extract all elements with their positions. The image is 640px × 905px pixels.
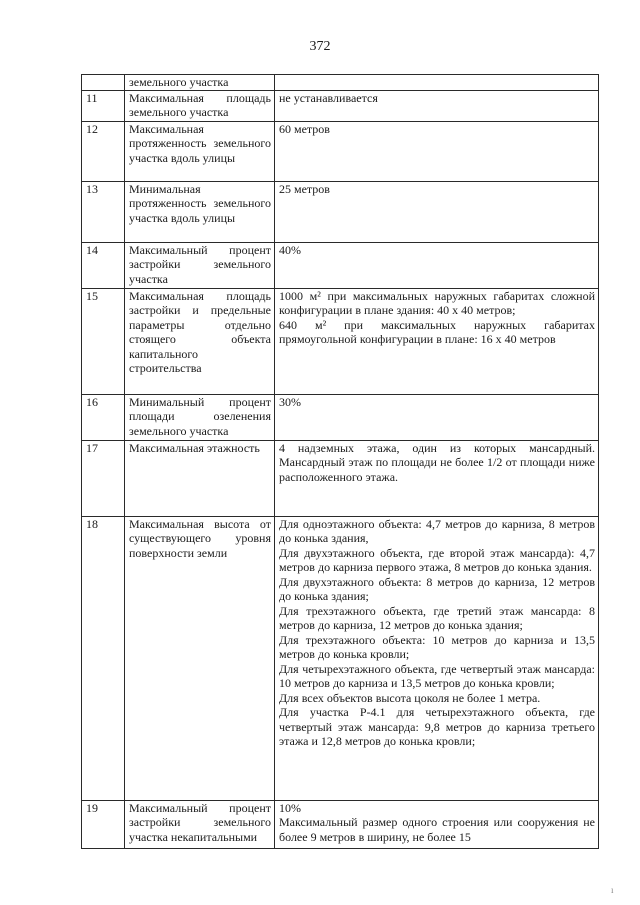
regulations-table xyxy=(81,74,599,849)
parameter-value xyxy=(275,242,599,288)
parameter-value xyxy=(275,440,599,516)
value-line: не устанавливается xyxy=(279,90,378,105)
table-row xyxy=(82,394,599,440)
parameter-value xyxy=(275,75,599,91)
table-row xyxy=(82,288,599,394)
parameter-name: Максимальный процент застройки земельного участка xyxy=(125,242,275,288)
parameter-name: Максимальная протяженность земельного участка вдоль улицы xyxy=(125,121,275,181)
parameter-name: Максимальная этажность xyxy=(125,440,275,516)
row-number: 11 xyxy=(82,90,125,121)
table-row xyxy=(82,181,599,242)
value-line: 25 метров xyxy=(279,181,330,196)
row-number: 13 xyxy=(82,181,125,242)
row-number: 12 xyxy=(82,121,125,181)
parameter-name: Минимальная протяженность земельного участка вдоль улицы xyxy=(125,181,275,242)
table-row xyxy=(82,516,599,800)
row-number: 18 xyxy=(82,516,125,800)
value-line: Для трехэтажного объекта, где третий этаж мансарда: 8 метров до карниза, 12 метров до конька здания; xyxy=(279,603,595,632)
parameter-name: Максимальная площадь земельного участка xyxy=(125,90,275,121)
value-line: Для участка Р-4.1 для четырехэтажного объекта, где четвертый этаж мансарда: 9,8 метров до карниза третьего этажа и 12,8 метров до конька кровли; xyxy=(279,705,595,748)
table-row xyxy=(82,75,599,91)
parameter-name: земельного участка xyxy=(125,75,275,91)
row-number: 14 xyxy=(82,242,125,288)
parameter-value xyxy=(275,516,599,800)
table-row xyxy=(82,242,599,288)
value-line: 40% xyxy=(279,242,301,257)
parameter-value xyxy=(275,800,599,848)
value-line: 30% xyxy=(279,394,301,409)
table-row xyxy=(82,90,599,121)
value-line: Для трехэтажного объекта: 10 метров до карниза и 13,5 метров до конька кровли; xyxy=(279,632,595,661)
corner-mark: ı xyxy=(611,885,614,895)
row-number xyxy=(82,75,125,91)
parameter-value xyxy=(275,288,599,394)
value-line: Для одноэтажного объекта: 4,7 метров до карниза, 8 метров до конька здания, xyxy=(279,516,595,545)
parameter-name: Минимальный процент площади озеленения земельного участка xyxy=(125,394,275,440)
parameter-value xyxy=(275,121,599,181)
value-line: 10% xyxy=(279,800,301,815)
value-line: 60 метров xyxy=(279,121,330,136)
value-line: 640 м² при максимальных наружных габаритах прямоугольной конфигурации в плане: 16 х 40 метров xyxy=(279,317,595,346)
parameter-value xyxy=(275,181,599,242)
value-line: Для двухэтажного объекта, где второй этаж мансарда): 4,7 метров до карниза первого этажа, 8 метров до конька здания. xyxy=(279,545,595,574)
page-number: 372 xyxy=(309,39,331,54)
row-number: 19 xyxy=(82,800,125,848)
parameter-name: Максимальная площадь застройки и предельные параметры отдельно стоящего объекта капитального строительства xyxy=(125,288,275,394)
row-number: 15 xyxy=(82,288,125,394)
value-line: Максимальный размер одного строения или сооружения не более 9 метров в ширину, не более 15 xyxy=(279,815,595,844)
value-line: Для четырехэтажного объекта, где четвертый этаж мансарда: 10 метров до карниза и 13,5 метров до конька кровли; xyxy=(279,661,595,690)
table-row xyxy=(82,121,599,181)
value-line: Для всех объектов высота цоколя не более 1 метра. xyxy=(279,690,541,705)
value-line: Для двухэтажного объекта: 8 метров до карниза, 12 метров до конька здания; xyxy=(279,574,595,603)
value-line: 4 надземных этажа, один из которых мансардный. Мансардный этаж по площади не более 1/2 от площади ниже расположенного этажа. xyxy=(279,440,595,484)
table-row xyxy=(82,800,599,848)
row-number: 17 xyxy=(82,440,125,516)
value-line: 1000 м² при максимальных наружных габаритах сложной конфигурации в плане здания: 40 х 40 метров; xyxy=(279,288,595,317)
table-row xyxy=(82,440,599,516)
row-number: 16 xyxy=(82,394,125,440)
parameter-value xyxy=(275,90,599,121)
parameter-value xyxy=(275,394,599,440)
parameter-name: Максимальная высота от существующего уровня поверхности земли xyxy=(125,516,275,800)
parameter-name: Максимальный процент застройки земельного участка некапитальными xyxy=(125,800,275,848)
